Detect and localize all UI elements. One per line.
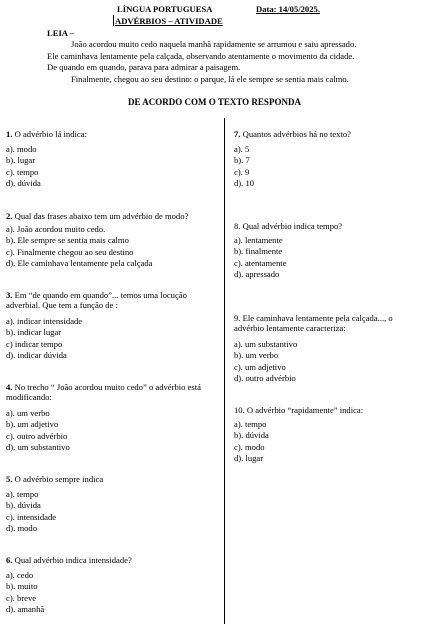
option[interactable]: d). indicar dúvida [6,350,67,361]
options-10 [234,419,269,463]
option[interactable]: d). amanhã [6,604,45,615]
option[interactable]: b). lugar [6,155,36,166]
options-3 [6,316,82,360]
options-5 [6,489,56,533]
option[interactable]: b). um verbo [234,350,279,361]
option[interactable]: c). intensidade [6,511,57,522]
question-number: 10. [234,404,245,415]
question-text: Ele caminhava lentamente pela calçada..., o advérbio lentamente caracteriza: [234,312,393,333]
reading-line: De quando em quando, parava para admirar a paisagem. [47,62,241,72]
option[interactable]: c). outro advérbio [6,430,68,441]
option[interactable]: a). modo [6,144,37,154]
option[interactable]: a). tempo [6,489,39,499]
question-text: O advérbio “rapidamente” indica: [246,404,364,415]
option[interactable]: c). tempo [6,166,39,177]
question-text: Em “de quando em quando”... temos uma locução adverbial. Que tem a função de : [6,289,187,310]
question-number: 8. [234,220,241,231]
option[interactable]: d). dúvida [6,178,41,189]
option[interactable]: a). João acordou muito cedo. [6,224,106,234]
question-4 [6,373,206,411]
option[interactable]: b). muito [6,581,38,592]
question-3 [6,281,218,319]
question-7 [234,120,420,147]
option[interactable]: a). um substantivo [234,339,298,349]
option[interactable]: b). finalmente [234,246,283,257]
option[interactable]: d). 10 [234,178,255,189]
question-text: Qual advérbio indica intensidade? [14,554,132,565]
date-label: Data: 14/05/2025. [256,4,320,14]
reading-line: João acordou muito cedo naquela manhã rapidamente se arrumou e saiu apressado. [71,39,357,49]
option[interactable]: a). indicar intensidade [6,316,83,326]
activity-title: ADVÉRBIOS – ATIVIDADE [115,16,223,26]
reading-line: Ele caminhava lentamente pela calçada, observando atentamente o movimento da cidade. [47,50,355,61]
option[interactable]: b). 7 [234,155,250,166]
option[interactable]: d). Ele caminhava lentamente pela calçada [6,258,153,269]
option[interactable]: b). indicar lugar [6,327,62,338]
question-number: 3. [6,289,13,300]
question-text: Qual advérbio indica tempo? [242,220,343,231]
question-number: 1. [6,128,13,139]
question-number: 5. [6,473,13,484]
reading-label: LEIA – [47,28,74,38]
option[interactable]: d). modo [6,523,38,534]
option[interactable]: b). um adjetivo [6,419,59,430]
option[interactable]: c). Finalmente chegou ao seu destino [6,246,134,257]
option[interactable]: a). 5 [234,144,250,154]
text-cursor [113,15,114,26]
subject-title: LÍNGUA PORTUGUESA [117,4,213,14]
options-4 [6,408,70,452]
question-number: 6. [6,554,13,565]
question-text: Qual das frases abaixo tem um advérbio de modo? [14,210,189,221]
question-number: 9. [234,312,241,323]
question-text: O advérbio sempre indica [14,473,104,484]
options-9 [234,339,297,383]
option[interactable]: c). um adjetivo [234,361,286,372]
option[interactable]: d). lugar [234,453,264,464]
question-text: Quantos advérbios há no texto? [242,128,351,139]
option[interactable]: d). outro advérbio [234,373,296,384]
options-8 [234,235,287,279]
option[interactable]: d). apressado [234,269,280,280]
option[interactable]: c). atentamente [234,257,287,268]
options-1 [6,144,41,188]
option[interactable]: a). tempo [234,419,267,429]
column-divider [224,118,225,624]
question-text: O advérbio lá indica: [14,128,87,139]
question-number: 2. [6,210,13,221]
option[interactable]: c). breve [6,592,37,603]
question-9 [234,304,422,342]
question-text: No trecho “ João acordou muito cedo” o advérbio está modificando: [6,381,201,402]
reading-line: Finalmente, chegou ao seu destino: o parque, lá ele sempre se sentia mais calmo. [71,73,349,84]
options-2 [6,224,153,268]
question-number: 7. [234,128,241,139]
question-number: 4. [6,381,13,392]
options-7 [234,144,254,188]
option[interactable]: c). 9 [234,166,250,177]
option[interactable]: b). dúvida [6,500,41,511]
option[interactable]: d). um substantivo [6,442,70,453]
option[interactable]: c). modo [234,441,265,452]
option[interactable]: b). Ele sempre se sentia mais calmo [6,235,129,246]
option[interactable]: a). lentamente [234,235,283,245]
option[interactable]: c) indicar tempo [6,338,63,349]
option[interactable]: b). dúvida [234,430,269,441]
instruction-heading: DE ACORDO COM O TEXTO RESPONDA [128,97,301,107]
option[interactable]: a). um verbo [6,408,50,418]
options-6 [6,570,44,614]
option[interactable]: a). cedo [6,570,34,580]
